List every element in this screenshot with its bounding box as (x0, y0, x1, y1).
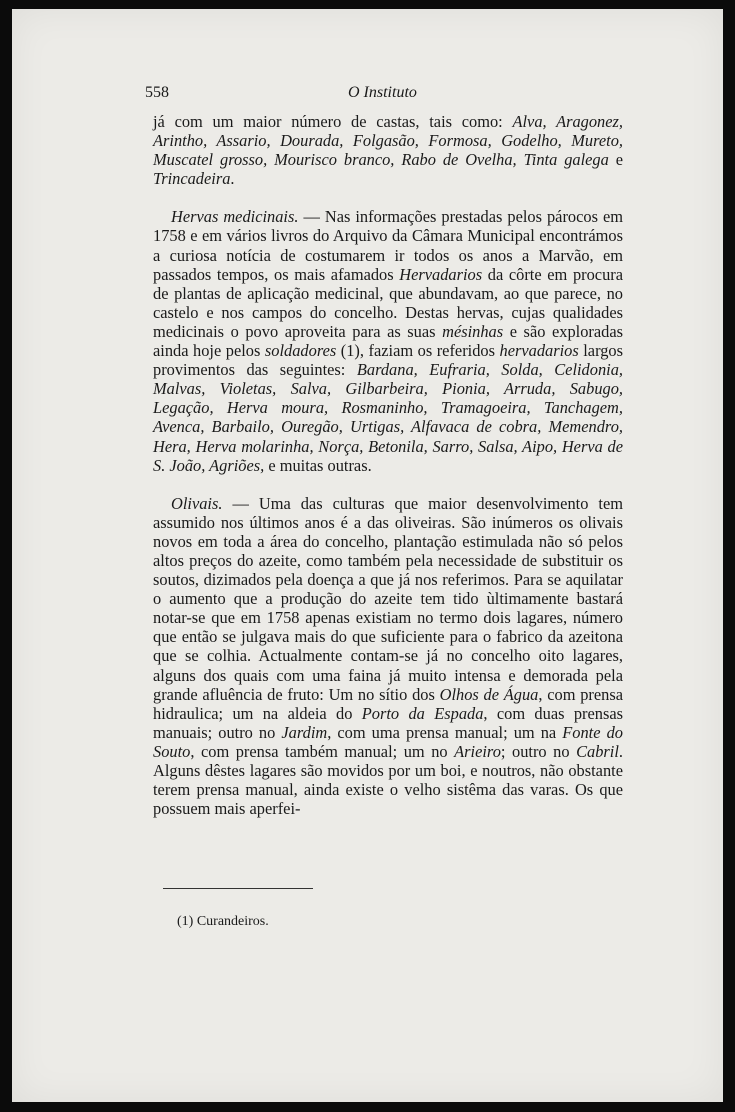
paragraph-hervas: Hervas medicinais. — Nas informações prestadas pelos párocos em 1758 e em vários livros do Arquivo da Câmara Municipal encontrámos a curiosa notícia de costumarem ir todos os anos a Marvão, em passados tempos, os mais afamados Hervadarios da côrte em procura de plantas de aplicação medicinal, que abundavam, ao que parece, no castelo e nos campos do concelho. Destas hervas, cujas qualidades medicinais o povo aproveita para as suas mésinhas e são exploradas ainda hoje pelos soldadores (1), faziam os referidos hervadarios largos provimentos das seguintes: Bardana, Eufraria, Solda, Celidonia, Malvas, Violetas, Salva, Gilbarbeira, Pionia, Arruda, Sabugo, Legação, Herva moura, Rosmaninho, Tramagoeira, Tanchagem, Avenca, Barbailo, Ouregão, Urtigas, Alfavaca de cobra, Memendro, Hera, Herva molarinha, Norça, Betonila, Sarro, Salsa, Aipo, Herva de S. João, Agriões, e muitas outras. (153, 207, 624, 475)
running-title: O Instituto (348, 84, 417, 101)
page-number: 558 (145, 84, 169, 101)
section-heading-hervas: Hervas medicinais. (171, 207, 299, 227)
footnote: (1) Curandeiros. (177, 914, 269, 929)
body-text (153, 112, 623, 818)
page-header (145, 84, 585, 108)
footnote-ref: (1), faziam os referidos (336, 341, 500, 361)
footnote-rule (163, 888, 313, 889)
paragraph-castas: já com um maior número de castas, tais como: Alva, Aragonez, Arintho, Assario, Dourada, Folgasão, Formosa, Godelho, Mureto, Muscatel grosso, Mourisco branco, Rabo de Ovelha, Tinta galega e Trincadeira. (153, 112, 624, 189)
castas-list: Alva, Aragonez, Arintho, Assario, Dourada, Folgasão, Formosa, Godelho, Mureto, Muscatel grosso, Mourisco branco, Rabo de Ovelha, Tinta galega (153, 112, 623, 170)
herbs-list: Bardana, Eufraria, Solda, Celidonia, Malvas, Violetas, Salva, Gilbarbeira, Pionia, Arruda, Sabugo, Legação, Herva moura, Rosmaninho, Tramagoeira, Tanchagem, Avenca, Barbailo, Ouregão, Urtigas, Alfavaca de cobra, Memendro, Hera, Herva molarinha, Norça, Betonila, Sarro, Salsa, Aipo, Herva de S. João, Agriões, (153, 360, 623, 475)
section-heading-olivais: Olivais. (171, 493, 223, 513)
paragraph-olivais: Olivais. — Uma das culturas que maior desenvolvimento tem assumido nos últimos anos é a das oliveiras. São inúmeros os olivais novos em toda a área do concelho, plantação estimulada não só pelos altos preços do azeite, como também pela necessidade de substituir os soutos, dizimados pela doença a que já nos referimos. Para se aquilatar o aumento que a produção do azeite tem tido ùltimamente bastará notar-se que em 1758 apenas existiam no termo dois lagares, número que então se julgava mais do que suficiente para o fabrico da azeitona que se colhia. Actualmente contam-se já no concelho oito lagares, alguns dos quais com uma faina já muito intensa e demorada pela grande afluência de fruto: Um no sítio dos Olhos de Água, com prensa hidraulica; um na aldeia do Porto da Espada, com duas prensas manuais; outro no Jardim, com uma prensa manual; um na Fonte do Souto, com prensa também manual; um no Arieiro; outro no Cabril. Alguns dêstes lagares são movidos por um boi, e noutros, não obstante terem prensa manual, ainda existe o velho sistêma das varas. Os que possuem mais aperfei- (153, 493, 623, 819)
